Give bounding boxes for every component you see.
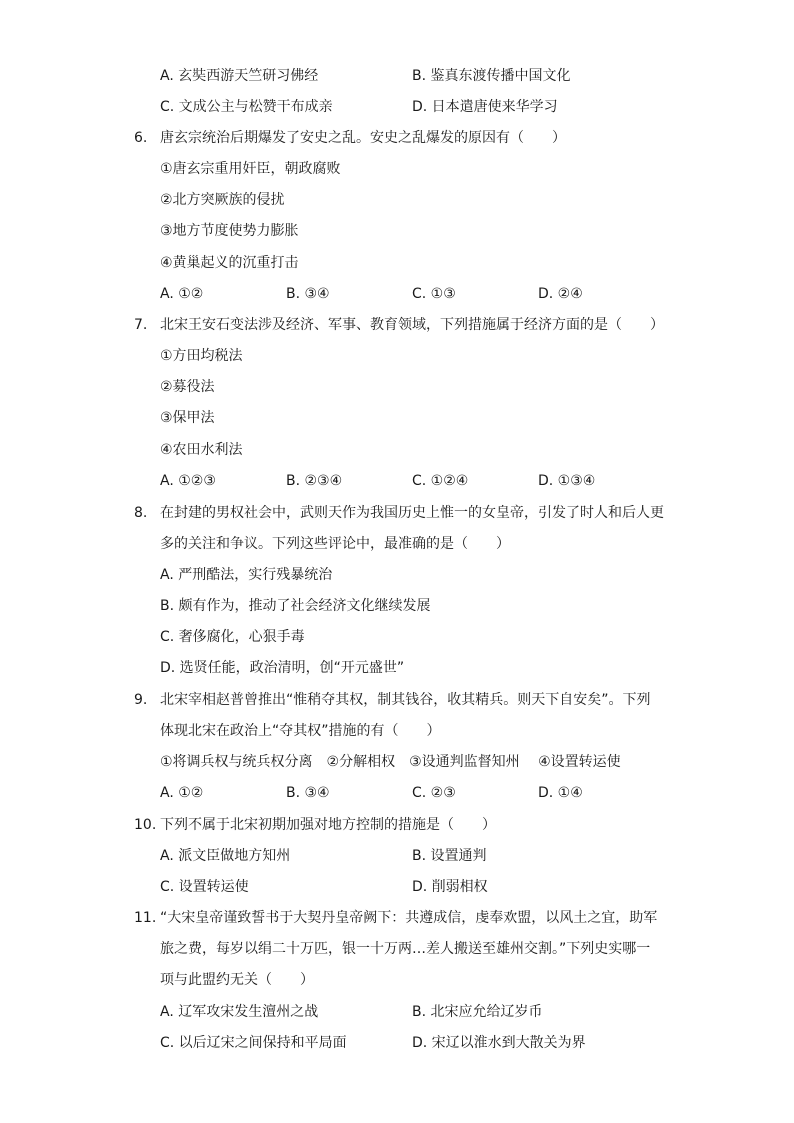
q8-option-a: A. 严刑酷法，实行残暴统治	[160, 567, 333, 583]
q9-stem-line-1: 北宋宰相赵普曾推出“惟稍夺其权，制其钱谷，收其精兵。则天下自安矣”。下列	[160, 692, 651, 708]
q10-stem: 下列不属于北宋初期加强对地方控制的措施是（ ）	[160, 817, 496, 833]
q6-item-1: ①唐玄宗重用奸臣，朝政腐败	[160, 161, 341, 177]
q10-option-c: C. 设置转运使	[160, 879, 249, 895]
q7-option-c: C. ①②④	[412, 473, 469, 489]
q8-stem-line-1: 在封建的男权社会中，武则天作为我国历史上惟一的女皇帝，引发了时人和后人更	[160, 505, 664, 521]
q7-stem: 北宋王安石变法涉及经济、军事、教育领域，下列措施属于经济方面的是（ ）	[160, 317, 664, 333]
q6-option-b: B. ③④	[286, 286, 330, 302]
q11-option-b: B. 北宋应允给辽岁币	[412, 1004, 543, 1020]
q8-number: 8.	[134, 505, 148, 521]
q6-option-a: A. ①②	[160, 286, 204, 302]
q10-number: 10.	[134, 817, 157, 833]
q7-item-4: ④农田水利法	[160, 442, 243, 458]
q10-option-d: D. 削弱相权	[412, 879, 488, 895]
q5-option-d: D. 日本遣唐使来华学习	[412, 99, 558, 115]
q9-stem-line-2: 体现北宋在政治上“夺其权”措施的有（ ）	[160, 723, 441, 739]
q7-item-2: ②募役法	[160, 379, 215, 395]
q8-stem-line-2: 多的关注和争议。下列这些评论中，最准确的是（ ）	[160, 536, 510, 552]
q7-item-3: ③保甲法	[160, 410, 215, 426]
q11-number: 11.	[134, 910, 157, 926]
q9-option-a: A. ①②	[160, 785, 204, 801]
q11-option-d: D. 宋辽以淮水到大散关为界	[412, 1035, 586, 1051]
q11-option-c: C. 以后辽宋之间保持和平局面	[160, 1035, 347, 1051]
q7-number: 7.	[134, 317, 148, 333]
q7-option-a: A. ①②③	[160, 473, 216, 489]
q9-number: 9.	[134, 692, 148, 708]
q7-option-b: B. ②③④	[286, 473, 343, 489]
q6-option-d: D. ②④	[538, 286, 583, 302]
q9-option-c: C. ②③	[412, 785, 456, 801]
q9-option-d: D. ①④	[538, 785, 583, 801]
q9-items: ①将调兵权与统兵权分离 ②分解相权 ③设通判监督知州 ④设置转运使	[160, 754, 621, 770]
q7-item-1: ①方田均税法	[160, 348, 243, 364]
q8-option-c: C. 奢侈腐化，心狠手毒	[160, 629, 305, 645]
q11-option-a: A. 辽军攻宋发生澶州之战	[160, 1004, 319, 1020]
q5-option-c: C. 文成公主与松赞干布成亲	[160, 99, 333, 115]
q8-option-d: D. 选贤任能，政治清明，创“开元盛世”	[160, 660, 405, 676]
q5-option-a: A. 玄奘西游天竺研习佛经	[160, 68, 319, 84]
q9-option-b: B. ③④	[286, 785, 330, 801]
q11-stem-line-2: 旅之费，每岁以绢二十万匹，银一十万两…差人搬送至雄州交割。”下列史实哪一	[160, 941, 651, 957]
q5-option-b: B. 鉴真东渡传播中国文化	[412, 68, 571, 84]
q11-stem-line-3: 项与此盟约无关（ ）	[160, 972, 314, 988]
q6-item-3: ③地方节度使势力膨胀	[160, 223, 299, 239]
q10-option-a: A. 派文臣做地方知州	[160, 848, 291, 864]
q7-option-d: D. ①③④	[538, 473, 596, 489]
q6-item-4: ④黄巢起义的沉重打击	[160, 255, 299, 271]
q11-stem-line-1: “大宋皇帝谨致誓书于大契丹皇帝阙下：共遵成信，虔奉欢盟，以风土之宜，助军	[160, 910, 658, 926]
q8-option-b: B. 颇有作为，推动了社会经济文化继续发展	[160, 598, 431, 614]
q6-number: 6.	[134, 130, 148, 146]
q10-option-b: B. 设置通判	[412, 848, 487, 864]
q6-item-2: ②北方突厥族的侵扰	[160, 192, 285, 208]
q6-option-c: C. ①③	[412, 286, 456, 302]
q6-stem: 唐玄宗统治后期爆发了安史之乱。安史之乱爆发的原因有（ ）	[160, 130, 566, 146]
